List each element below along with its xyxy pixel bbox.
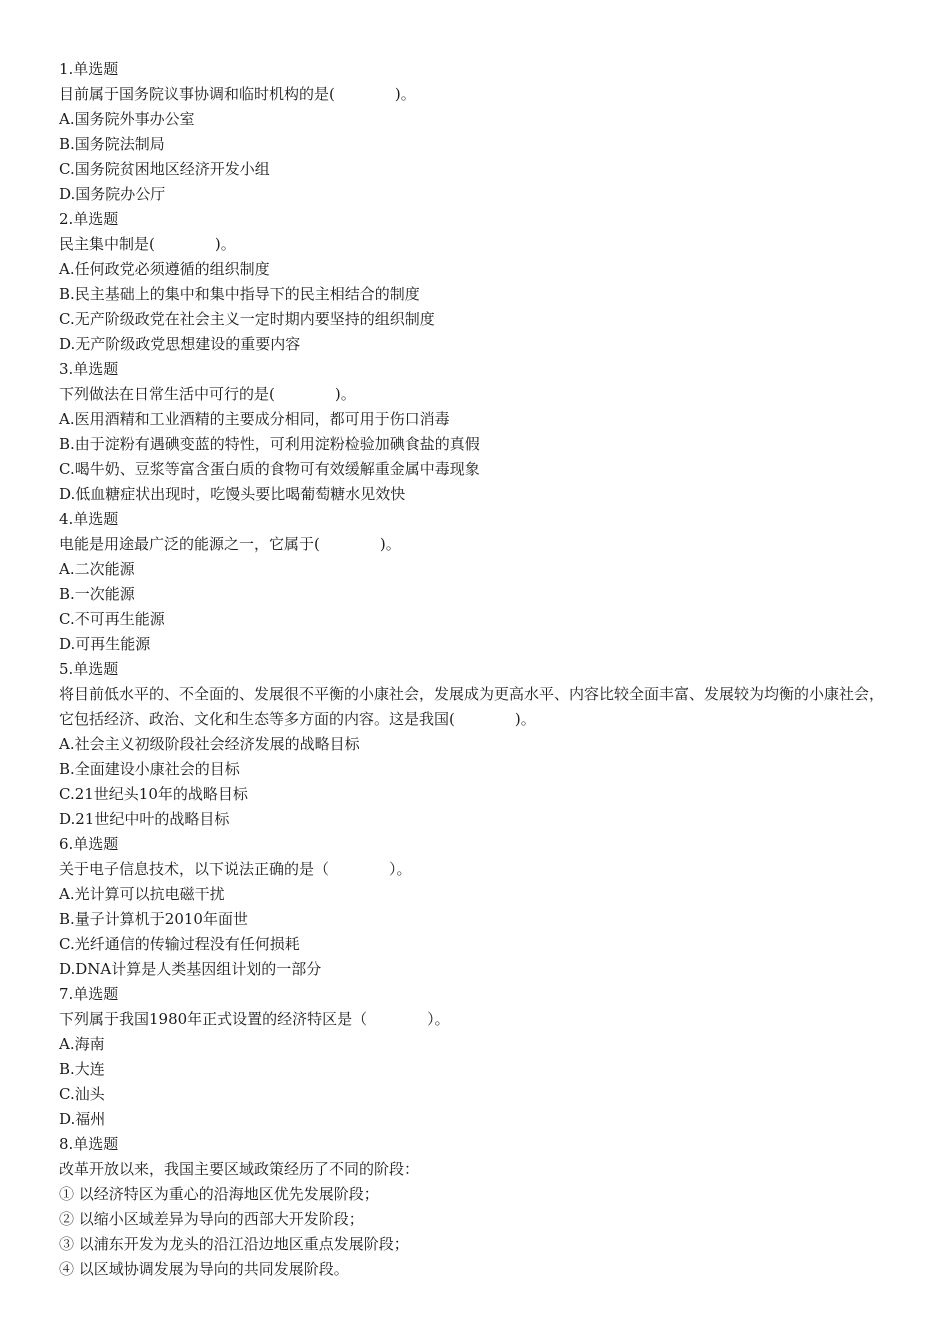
question-6	[59, 832, 889, 982]
option-a: A.二次能源	[59, 560, 135, 578]
option-c: C.不可再生能源	[59, 610, 165, 628]
statement-2: ② 以缩小区域差异为导向的西部大开发阶段；	[59, 1210, 364, 1228]
option-d: D.国务院办公厅	[59, 185, 166, 203]
question-stem: 下列做法在日常生活中可行的是( )。	[59, 385, 356, 403]
option-b: B.全面建设小康社会的目标	[59, 760, 240, 778]
question-header: 1.单选题	[59, 60, 119, 78]
question-2	[59, 207, 889, 357]
question-stem: 目前属于国务院议事协调和临时机构的是( )。	[59, 85, 416, 103]
option-d: D.DNA计算是人类基因组计划的一部分	[59, 960, 322, 978]
question-1	[59, 57, 889, 207]
option-a: A.光计算可以抗电磁干扰	[59, 885, 225, 903]
question-header: 5.单选题	[59, 660, 119, 678]
option-b: B.民主基础上的集中和集中指导下的民主相结合的制度	[59, 285, 420, 303]
option-d: D.可再生能源	[59, 635, 151, 653]
question-header: 7.单选题	[59, 985, 119, 1003]
option-a: A.医用酒精和工业酒精的主要成分相同，都可用于伤口消毒	[59, 410, 450, 428]
statement-3: ③ 以浦东开发为龙头的沿江沿边地区重点发展阶段；	[59, 1235, 409, 1253]
question-5	[59, 657, 889, 832]
question-stem: 民主集中制是( )。	[59, 235, 236, 253]
question-3	[59, 357, 889, 507]
question-8	[59, 1132, 889, 1282]
option-a: A.海南	[59, 1035, 105, 1053]
option-b: B.国务院法制局	[59, 135, 165, 153]
option-b: B.由于淀粉有遇碘变蓝的特性，可利用淀粉检验加碘食盐的真假	[59, 435, 480, 453]
option-b: B.一次能源	[59, 585, 135, 603]
statement-4: ④ 以区域协调发展为导向的共同发展阶段。	[59, 1260, 349, 1278]
option-b: B.大连	[59, 1060, 105, 1078]
question-stem: 下列属于我国1980年正式设置的经济特区是（ ）。	[59, 1010, 450, 1028]
question-header: 3.单选题	[59, 360, 119, 378]
question-stem: 改革开放以来，我国主要区域政策经历了不同的阶段：	[59, 1160, 420, 1178]
option-a: A.国务院外事办公室	[59, 110, 195, 128]
option-c: C.光纤通信的传输过程没有任何损耗	[59, 935, 300, 953]
exam-document	[59, 57, 889, 1282]
option-a: A.社会主义初级阶段社会经济发展的战略目标	[59, 735, 360, 753]
question-7	[59, 982, 889, 1132]
option-c: C.21世纪头10年的战略目标	[59, 785, 248, 803]
option-d: D.低血糖症状出现时，吃馒头要比喝葡萄糖水见效快	[59, 485, 406, 503]
question-header: 6.单选题	[59, 835, 119, 853]
question-header: 8.单选题	[59, 1135, 119, 1153]
option-d: D.福州	[59, 1110, 106, 1128]
question-header: 2.单选题	[59, 210, 119, 228]
option-b: B.量子计算机于2010年面世	[59, 910, 248, 928]
question-stem: 关于电子信息技术，以下说法正确的是（ ）。	[59, 860, 412, 878]
option-d: D.无产阶级政党思想建设的重要内容	[59, 335, 301, 353]
question-stem: 将目前低水平的、不全面的、发展很不平衡的小康社会，发展成为更高水平、内容比较全面丰富、发展较为均衡的小康社会，它包括经济、政治、文化和生态等多方面的内容。这是我国( )。	[59, 685, 885, 728]
option-c: C.喝牛奶、豆浆等富含蛋白质的食物可有效缓解重金属中毒现象	[59, 460, 480, 478]
option-d: D.21世纪中叶的战略目标	[59, 810, 230, 828]
option-c: C.汕头	[59, 1085, 105, 1103]
question-4	[59, 507, 889, 657]
option-c: C.无产阶级政党在社会主义一定时期内要坚持的组织制度	[59, 310, 435, 328]
option-c: C.国务院贫困地区经济开发小组	[59, 160, 270, 178]
question-header: 4.单选题	[59, 510, 119, 528]
option-a: A.任何政党必须遵循的组织制度	[59, 260, 270, 278]
statement-1: ① 以经济特区为重心的沿海地区优先发展阶段；	[59, 1185, 379, 1203]
question-stem: 电能是用途最广泛的能源之一，它属于( )。	[59, 535, 401, 553]
